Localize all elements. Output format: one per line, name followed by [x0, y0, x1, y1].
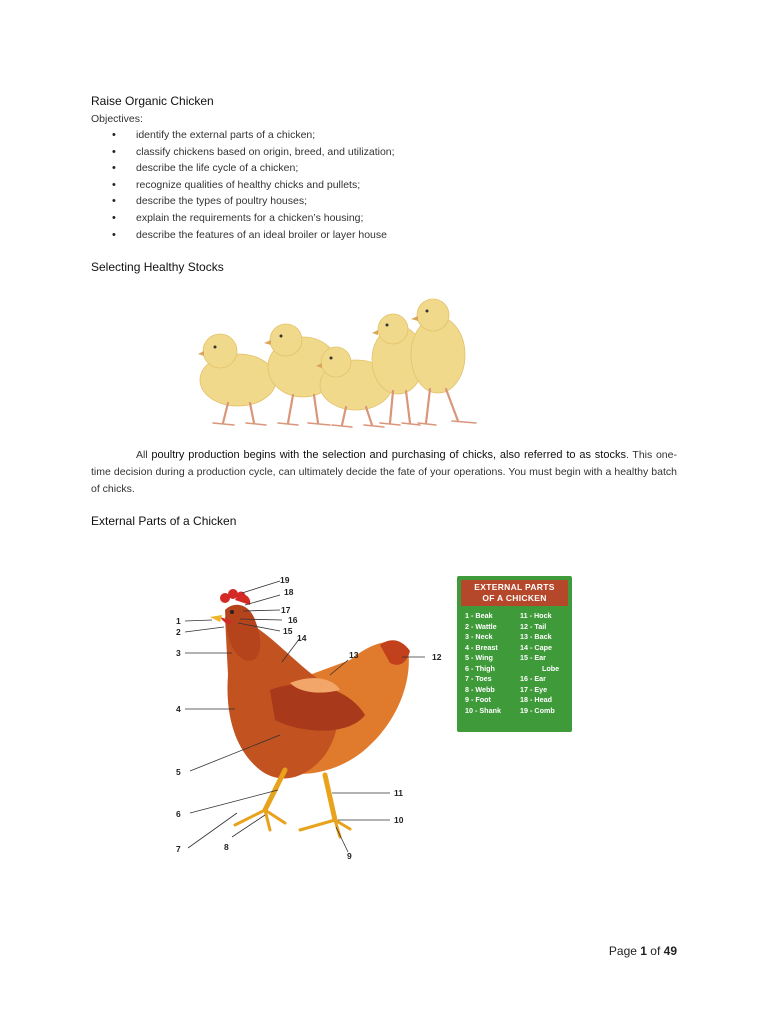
legend-item: 4 - Breast — [465, 642, 498, 652]
diagram-label-1: 1 — [176, 616, 181, 626]
diagram-label-3: 3 — [176, 648, 181, 658]
diagram-label-2: 2 — [176, 627, 181, 637]
diagram-label-4: 4 — [176, 704, 181, 714]
legend-item: 11 - Hock — [520, 611, 552, 620]
paragraph-rest: . This one-time decision during a production cycle, can ultimately decide the fate of your operations. You must begin with a healthy batch of chicks. — [91, 449, 677, 495]
diagram-label-9: 9 — [347, 851, 352, 861]
list-item: • classify chickens based on origin, breed, and utilization; — [91, 144, 571, 161]
list-item: • describe the types of poultry houses; — [91, 193, 571, 210]
section-title: Raise Organic Chicken — [91, 94, 214, 108]
diagram-label-5: 5 — [176, 767, 181, 777]
legend-item: 13 - Back — [520, 632, 552, 641]
footer-prefix: Page — [608, 944, 641, 958]
diagram-label-12: 12 — [432, 652, 442, 662]
healthy-stocks-heading: Selecting Healthy Stocks — [91, 260, 224, 274]
footer-total-pages: 49 — [663, 944, 677, 958]
legend-item: 5 - Wing — [465, 653, 493, 662]
legend-item: 19 - Comb — [520, 705, 555, 715]
legend-item: 10 - Shank — [465, 705, 501, 715]
legend-item: 1 - Beak — [465, 611, 493, 620]
diagram-label-11: 11 — [394, 788, 403, 798]
objectives-label: Objectives: — [91, 113, 143, 125]
diagram-label-10: 10 — [394, 815, 404, 825]
external-parts-heading: External Parts of a Chicken — [91, 514, 237, 528]
legend-title — [461, 580, 568, 606]
legend-left-column — [465, 611, 501, 716]
legend-item: 8 - Webb — [465, 684, 495, 694]
chicks-photo — [168, 285, 508, 435]
list-item: • identify the external parts of a chicken; — [91, 127, 571, 144]
legend-item: 3 - Neck — [465, 632, 493, 641]
page-footer — [609, 944, 677, 958]
legend-right-column — [520, 611, 559, 716]
list-item: • recognize qualities of healthy chicks and pullets; — [91, 177, 571, 194]
diagram-label-7: 7 — [176, 844, 181, 854]
diagram-label-8: 8 — [224, 842, 229, 852]
paragraph-lead: All — [136, 449, 148, 461]
footer-middle: of — [646, 944, 664, 958]
legend-item: 18 - Head — [520, 695, 552, 704]
diagram-label-14: 14 — [297, 633, 307, 643]
legend-item: 7 - Toes — [465, 674, 492, 683]
legend-title-line-2: OF A CHICKEN — [482, 593, 547, 603]
legend-item: Lobe — [542, 663, 560, 673]
footer-current-page: 1 — [640, 944, 647, 958]
stocks-paragraph — [91, 447, 677, 498]
paragraph-emphasis: poultry production begins with the selection and purchasing of chicks, also referred to as stocks — [151, 449, 626, 461]
legend-item: 16 - Ear — [520, 674, 546, 683]
legend-item: 17 - Eye — [520, 684, 548, 694]
legend-item: 14 - Cape — [520, 642, 552, 652]
list-item: • explain the requirements for a chicken’s housing; — [91, 210, 571, 227]
list-item: • describe the life cycle of a chicken; — [91, 160, 571, 177]
diagram-label-18: 18 — [284, 587, 294, 597]
legend-item: 9 - Foot — [465, 695, 491, 704]
diagram-label-16: 16 — [288, 615, 298, 625]
diagram-label-15: 15 — [283, 626, 293, 636]
legend-item: 6 - Thigh — [465, 663, 495, 673]
diagram-label-19: 19 — [280, 575, 290, 585]
diagram-label-6: 6 — [176, 809, 181, 819]
objectives-list — [91, 127, 571, 243]
diagram-label-13: 13 — [349, 650, 359, 660]
list-item: • describe the features of an ideal broiler or layer house — [91, 227, 571, 244]
legend-item: 15 - Ear — [520, 653, 546, 662]
legend-item: 12 - Tail — [520, 621, 547, 631]
legend-item: 2 - Wattle — [465, 621, 497, 631]
legend-title-line-1: EXTERNAL PARTS — [474, 582, 555, 592]
diagram-label-17: 17 — [281, 605, 291, 615]
